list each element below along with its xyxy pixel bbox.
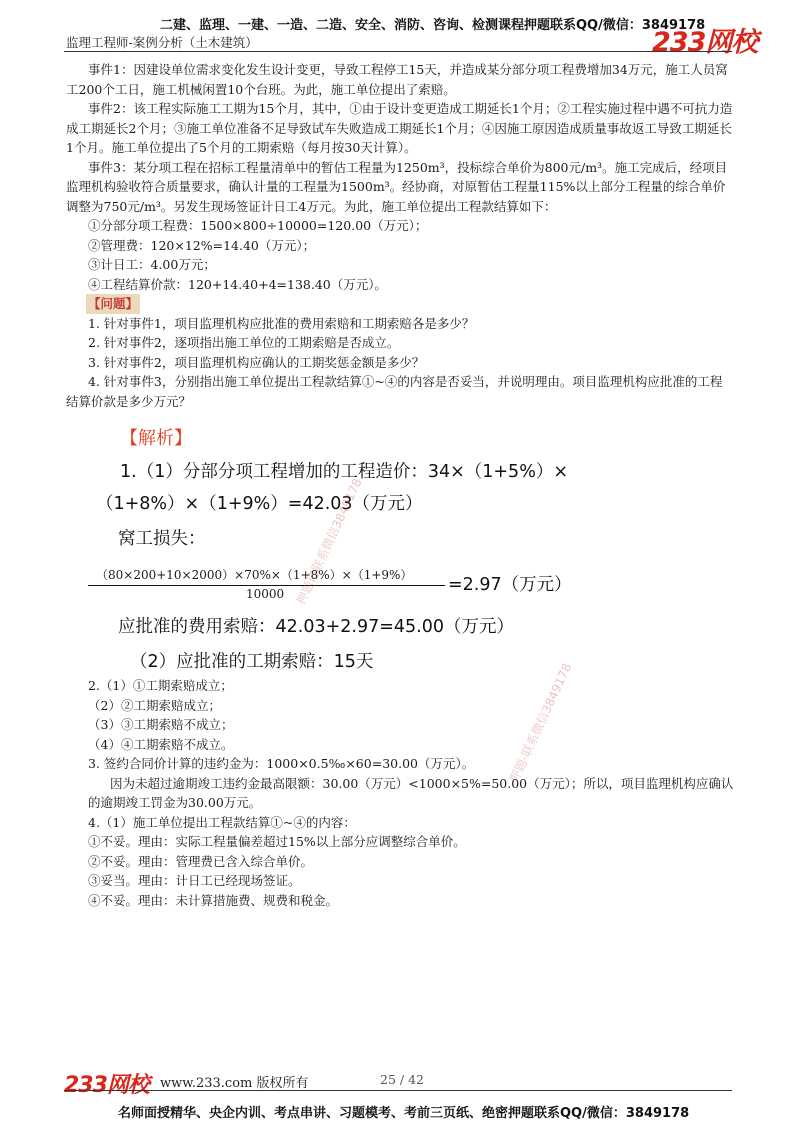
analysis-line-4: 应批准的费用索赔：42.03+2.97=45.00（万元） bbox=[118, 617, 514, 637]
header-divider bbox=[64, 51, 732, 52]
calc-item: ③计日工：4.00万元； bbox=[88, 257, 216, 272]
question-item: 2. 针对事件2，逐项指出施工单位的工期索赔是否成立。 bbox=[88, 335, 400, 350]
event-1: 事件1：因建设单位需求变化发生设计变更，导致工程停工15天，并造成某分部分项工程费增加34万元，施工人员窝工200个工日，施工机械闲置10个台班。为此，施工单位提出了索赔。 bbox=[66, 62, 728, 97]
answer-line: 2.（1）①工期索赔成立； bbox=[88, 678, 233, 693]
fraction-numerator: （80×200+10×2000）×70%×（1+8%）×（1+9%） bbox=[96, 568, 413, 582]
answer-line: （2）②工期索赔成立； bbox=[88, 697, 221, 713]
page-number: 25 / 42 bbox=[380, 1072, 424, 1087]
event-2: 事件2：该工程实际施工工期为15个月，其中，①由于设计变更造成工期延长1个月；②工程实施过程中遇不可抗力造成工期延长2个月；③施工单位准备不足导致试车失败造成工期延长1个月；④因施工原因造成质量事故返工导致工期延长1个月。施工单位提出了5个月的工期索赔（每月按30天计算）。 bbox=[66, 101, 733, 155]
footer-divider bbox=[64, 1090, 732, 1091]
answer-line: ①不妥。理由：实际工程量偏差超过15%以上部分应调整综合单价。 bbox=[88, 834, 466, 849]
event-3: 事件3：某分项工程在招标工程量清单中的暂估工程量为1250m³，投标综合单价为800元/m³。施工完成后，经项目监理机构验收符合质量要求，确认计量的工程量为1500m³。经协商，对原暂估工程量115%以上部分工程量的综合单价调整为750元/m³。另发生现场签证计日工4万元。为此，施工单位提出工程款结算如下： bbox=[66, 159, 728, 214]
footer-bottom-line: 名师面授精华、央企内训、考点串讲、习题模考、考前三页纸、绝密押题联系QQ/微信：3849178 bbox=[118, 1106, 690, 1121]
questions-tag: 【问题】 bbox=[86, 294, 140, 314]
calc-item: ④工程结算价款：120+14.40+4=138.40（万元）。 bbox=[88, 276, 388, 292]
answer-line: 因为未超过逾期竣工违约金最高限额：30.00（万元）<1000×5%=50.00（万元）；所以，项目监理机构应确认的逾期竣工罚金为30.00万元。 bbox=[88, 775, 734, 810]
answer-line: ④不妥。理由：未计算措施费、规费和税金。 bbox=[88, 892, 339, 908]
watermark-text: 押题-联系微信3849178 bbox=[506, 661, 575, 785]
answers-body bbox=[88, 676, 734, 910]
brand-logo: 233网校 bbox=[652, 27, 758, 58]
answer-line: （4）④工期索赔不成立。 bbox=[88, 736, 234, 752]
question-item: 3. 针对事件2，项目监理机构应确认的工期奖惩金额是多少？ bbox=[88, 354, 425, 370]
analysis-line-2: （1+8%）×（1+9%）=42.03（万元） bbox=[96, 494, 423, 514]
answer-line: （3）③工期索赔不成立； bbox=[88, 717, 234, 732]
calc-item: ②管理费：120×12%=14.40（万元）； bbox=[88, 237, 316, 253]
analysis-tag: 【解析】 bbox=[120, 428, 192, 449]
analysis-line-1: 1.（1）分部分项工程增加的工程造价：34×（1+5%）× bbox=[120, 462, 568, 482]
fraction-denominator: 10000 bbox=[246, 587, 285, 601]
footer-url: www.233.com 版权所有 bbox=[160, 1076, 309, 1091]
footer-logo: 233网校 bbox=[64, 1073, 149, 1098]
watermark-text: 押题请联系微信3849178 bbox=[293, 476, 365, 607]
answer-line: ②不妥。理由：管理费已含入综合单价。 bbox=[88, 853, 314, 869]
question-item: 1. 针对事件1，项目监理机构应批准的费用索赔和工期索赔各是多少？ bbox=[88, 315, 475, 331]
answer-line: ③妥当。理由：计日工已经现场签证。 bbox=[88, 873, 301, 888]
fraction-result: =2.97（万元） bbox=[448, 575, 572, 595]
answer-line: 3. 签约合同价计算的违约金为：1000×0.5‰×60=30.00（万元）。 bbox=[88, 756, 475, 771]
calc-item: ①分部分项工程费：1500×800÷10000=120.00（万元）； bbox=[88, 218, 428, 233]
analysis-line-3: 窝工损失： bbox=[118, 529, 206, 549]
question-item: 4. 针对事件3，分别指出施工单位提出工程款结算①~④的内容是否妥当，并说明理由。项目监理机构应批准的工程结算价款是多少万元？ bbox=[66, 374, 723, 409]
answer-line: 4.（1）施工单位提出工程款结算①~④的内容： bbox=[88, 814, 356, 830]
analysis-line-5: （2）应批准的工期索赔：15天 bbox=[130, 652, 374, 672]
fraction-bar bbox=[88, 585, 445, 586]
header-subtitle: 监理工程师-案例分析（土木建筑） bbox=[66, 35, 258, 50]
case-body bbox=[66, 60, 734, 411]
header-top-line: 二建、监理、一建、一造、二造、安全、消防、咨询、检测课程押题联系QQ/微信：3849178 bbox=[160, 18, 706, 33]
